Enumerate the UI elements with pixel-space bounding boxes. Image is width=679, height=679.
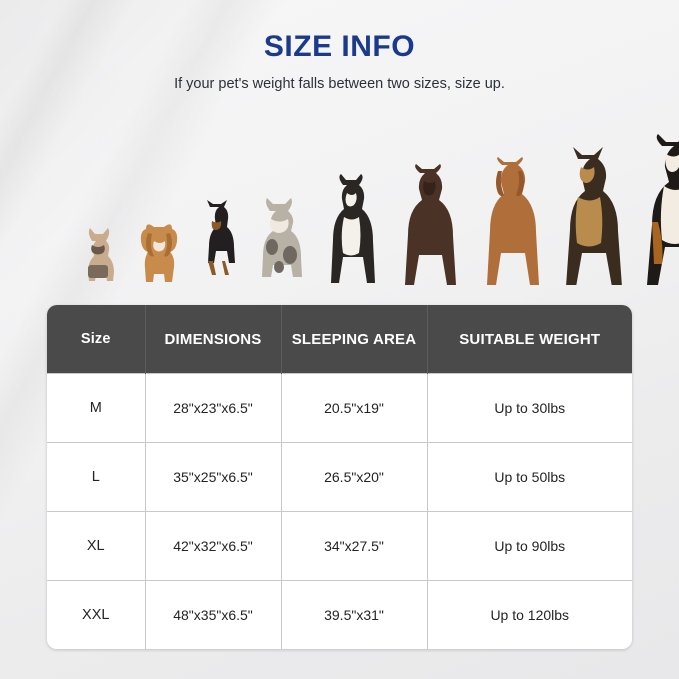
cell-sleeping-area: 20.5"x19": [281, 374, 427, 443]
dog-miniature-pinscher: [192, 199, 242, 285]
cell-size: XXL: [47, 581, 145, 650]
cell-dimensions: 48"x35"x6.5": [145, 581, 281, 650]
table-row: [47, 512, 632, 581]
cell-suitable-weight: Up to 30lbs: [427, 374, 632, 443]
table-row: [47, 374, 632, 443]
dog-chocolate-labrador: [390, 163, 468, 285]
cell-suitable-weight: Up to 50lbs: [427, 443, 632, 512]
page-subtitle: If your pet's weight falls between two sizes, size up.: [174, 76, 505, 92]
dog-border-collie: [317, 173, 385, 285]
dog-size-lineup-illustration: [60, 120, 620, 285]
cell-sleeping-area: 39.5"x31": [281, 581, 427, 650]
dog-french-bulldog: [72, 223, 124, 285]
cell-size: L: [47, 443, 145, 512]
cell-sleeping-area: 34"x27.5": [281, 512, 427, 581]
table-row: [47, 581, 632, 650]
table-row: [47, 443, 632, 512]
cell-dimensions: 42"x32"x6.5": [145, 512, 281, 581]
dog-cavalier-spaniel: [130, 213, 188, 285]
column-header-sleeping-area: SLEEPING AREA: [281, 305, 427, 374]
cell-size: XL: [47, 512, 145, 581]
size-info-table: [47, 305, 632, 649]
column-header-dimensions: DIMENSIONS: [145, 305, 281, 374]
dog-english-bulldog: [245, 195, 315, 285]
page-title: SIZE INFO: [263, 30, 416, 63]
cell-dimensions: 35"x25"x6.5": [145, 443, 281, 512]
dog-german-shepherd: [548, 145, 630, 285]
dog-bernese-mountain-dog: [630, 130, 679, 285]
cell-size: M: [47, 374, 145, 443]
column-header-size: Size: [47, 305, 145, 374]
column-header-suitable-weight: SUITABLE WEIGHT: [427, 305, 632, 374]
cell-suitable-weight: Up to 90lbs: [427, 512, 632, 581]
table-header-row: [47, 305, 632, 374]
dog-vizsla: [470, 157, 550, 285]
cell-sleeping-area: 26.5"x20": [281, 443, 427, 512]
cell-dimensions: 28"x23"x6.5": [145, 374, 281, 443]
cell-suitable-weight: Up to 120lbs: [427, 581, 632, 650]
